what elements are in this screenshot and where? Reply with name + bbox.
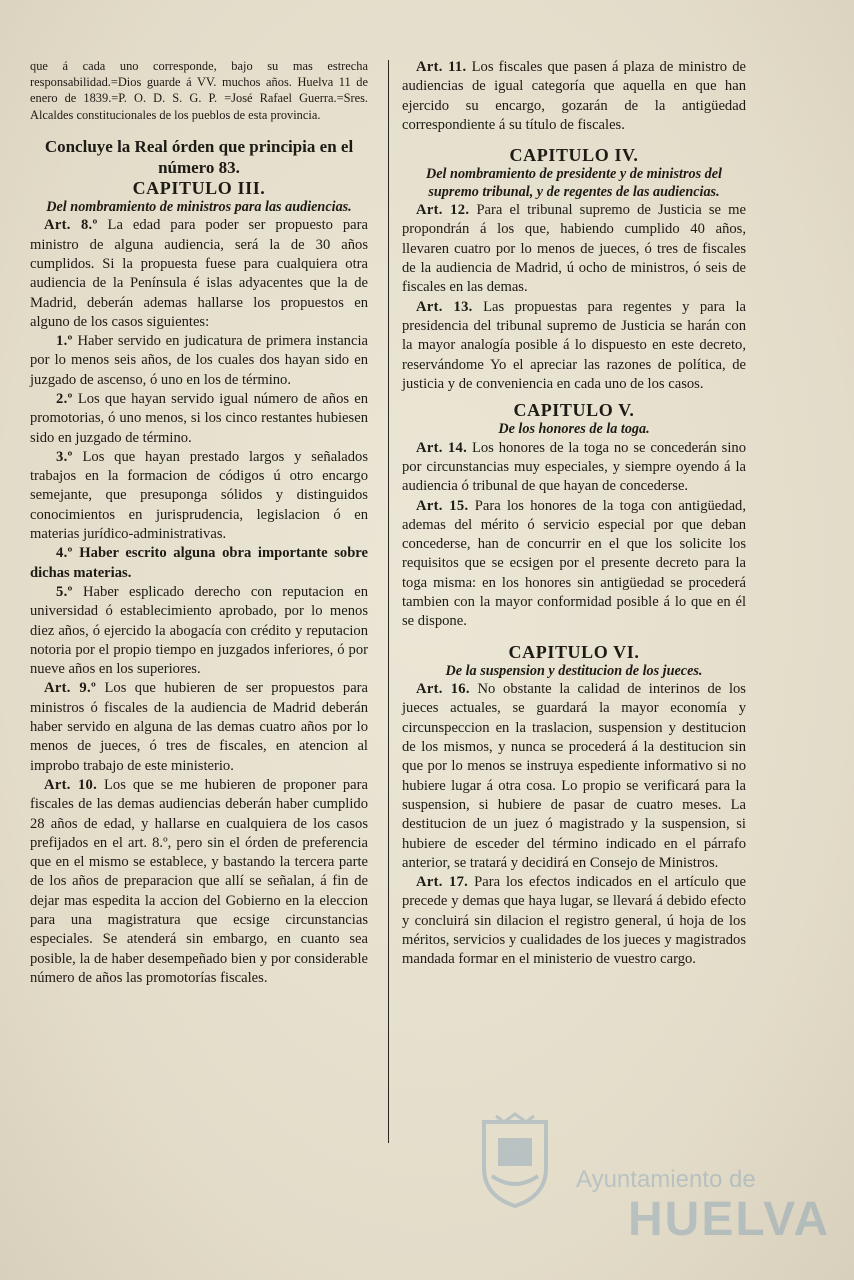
article-14-label: Art. 14.	[416, 439, 468, 456]
case-3-label: 3.º	[56, 448, 73, 465]
right-column	[402, 58, 746, 970]
case-4-label: 4.º	[56, 545, 73, 562]
watermark-line-1: Ayuntamiento de	[576, 1166, 756, 1193]
article-10-label: Art. 10.	[44, 776, 98, 793]
article-12	[402, 201, 746, 297]
article-15-label: Art. 15.	[416, 497, 469, 514]
article-8-text: La edad para poder ser propuesto para ministro de alguna audiencia, será la de 30 años cumplidos. Si la propuesta fuese para cualquiera otra audiencia de la Península é islas adyacentes que la de Madrid, deberán ademas hallarse los propuestos en alguno de los casos siguientes:	[30, 217, 368, 330]
article-16-label: Art. 16.	[416, 681, 470, 698]
article-12-label: Art. 12.	[416, 202, 470, 219]
case-3	[30, 448, 368, 544]
chapter-6-subtitle: De la suspension y destitucion de los jueces.	[445, 662, 703, 679]
article-9	[30, 679, 368, 775]
chapter-4-subtitle: Del nombramiento de presidente y de ministros del supremo tribunal, y de regentes de las audiencias.	[426, 166, 722, 200]
article-15	[402, 497, 746, 632]
chapter-3-title: CAPITULO III.	[132, 177, 266, 198]
chapter-4-title: CAPITULO IV.	[509, 145, 639, 166]
chapter-5-subtitle: De los honores de la toga.	[498, 421, 650, 438]
article-17-label: Art. 17.	[416, 874, 469, 891]
article-15-text: Para los honores de la toga con antigüedad, ademas del mérito ó servicio especial por que deban concederse, han de concurrir en el que los solicite los requisitos que se ecsigen por el presente decreto para la toga misma: en los honores sin antigüedad se procederá tambien con la mayor conformidad posible á lo que en él se dispone.	[402, 497, 746, 630]
article-17-text: Para los efectos indicados en el artículo que precede y demas que haya lugar, se llevará á debido efecto y concluirá sin dilacion el registro general, ú hoja de los méritos, servicios y cualidades de los jueces y magistrados mandada formar en el ministerio de vuestro cargo.	[402, 874, 746, 968]
case-2-label: 2.º	[56, 390, 73, 407]
article-9-text: Los que hubieren de ser propuestos para ministros ó fiscales de la audiencia de Madrid deberán haber servido en alguna de las demas cuatro años por lo menos de jueces, ó tres de fiscales, en atencion al improbo trabajo de este ministerio.	[30, 680, 369, 774]
article-11	[402, 58, 746, 135]
article-14-text: Los honores de la toga no se concederán sino por circunstancias muy especiales, y siempre oyendo á la audiencia ó tribunal de que hayan de concederse.	[402, 439, 746, 495]
article-16	[402, 680, 746, 873]
case-5-label: 5.º	[56, 583, 73, 600]
case-4	[30, 544, 368, 583]
article-13	[402, 298, 746, 394]
article-17	[402, 873, 746, 969]
chapter-6-title: CAPITULO VI.	[508, 641, 640, 662]
chapter-5-title: CAPITULO V.	[513, 400, 635, 421]
article-12-text: Para el tribunal supremo de Justicia se me propondrán á los que, habiendo cumplido 40 años, llevaren cuatro por lo menos de jueces, ó tres de fiscales de la audiencia de Madrid, ú ocho de ministros, ó seis de fiscales en las demas.	[402, 202, 746, 296]
article-10	[30, 776, 368, 988]
chapter-3-subtitle: Del nombramiento de ministros para las audiencias.	[46, 198, 352, 215]
article-13-label: Art. 13.	[416, 298, 473, 315]
case-3-text: Los que hayan prestado largos y señalados trabajos en la formacion de códigos ú otro encargo semejante, que presuponga sólidos y distinguidos conocimientos en jurisprudencia, legislacion ó en materias jurídico-administrativas.	[30, 448, 368, 543]
intro-paragraph: que á cada uno corresponde, bajo su mas estrecha responsabilidad.=Dios guarde á VV. muchos años. Huelva 11 de enero de 1839.=P. O. D. S. G. P. =José Rafael Guerra.=Sres. Alcaldes constitucionales de los pueblos de esta provincia.	[30, 59, 368, 122]
article-13-text: Las propuestas para regentes y para la presidencia del tribunal supremo de Justicia se harán con la mayor analogía posible á lo dispuesto en este decreto, reservándome Yo el apreciar las razones de política, de justicia y de conveniencia en cada uno de los casos.	[402, 298, 746, 392]
left-column	[30, 58, 368, 988]
article-16-text: No obstante la calidad de interinos de los jueces actuales, se guardará la mayor economía y circunspeccion en la traslacion, suspension y destitucion de los mismos, y nunca se procederá á la destitucion sin que por lo menos se instruya espediente informativo si no hubiere lugar á otra cosa. Lo propio se verificará para la suspension, si hubiere de pasar de cuatro meses. La destitucion de un juez ó magistrado y la suspension, si hubiere de esceder del término indicado en el párrafo anterior, se tratará y decidirá en Consejo de Ministros.	[402, 681, 746, 871]
article-9-label: Art. 9.º	[44, 680, 97, 697]
article-8	[30, 216, 368, 332]
article-14	[402, 439, 746, 497]
case-2-text: Los que hayan servido igual número de años en promotorias, ó uno menos, si los cinco restantes hubiesen sido en juzgado de término.	[30, 390, 368, 446]
case-1	[30, 332, 368, 390]
case-5	[30, 583, 368, 679]
article-11-text: Los fiscales que pasen á plaza de ministro de audiencias de igual categoría que aquella en que han ejercido su encargo, gozarán de la antigüedad correspondiente á su título de fiscales.	[402, 59, 746, 133]
coat-of-arms-icon	[478, 1112, 552, 1208]
column-divider	[388, 60, 389, 1143]
conclusion-heading: Concluye la Real órden que principia en el número 83.	[44, 136, 354, 177]
article-8-label: Art. 8.º	[44, 217, 98, 234]
case-4-text: Haber escrito alguna obra importante sobre dichas materias.	[30, 545, 368, 581]
case-1-text: Haber servido en judicatura de primera instancia por lo menos seis años, de los cuales dos hayan sido en juzgado de ascenso, ó uno en los de término.	[30, 333, 368, 388]
archive-watermark	[478, 1100, 831, 1275]
article-10-text: Los que se me hubieren de proponer para fiscales de las demas audiencias deberán haber cumplido 28 años de edad, y hallarse en cualquiera de los casos prefijados en el art. 8.º, pero sin el órden de preferencia que en el mismo se establece, y bastando la tercera parte de los años de preparacion que allí se señalan, á fin de dejar mas espedita la accion del Gobierno en la eleccion para una magistratura que ecsige circunstancias especiales. Se atenderá sin embargo, en cuanto sea posible, la de haber desempeñado bien y por considerable número de años las promotorías fiscales.	[30, 776, 368, 986]
case-5-text: Haber esplicado derecho con reputacion en universidad ó establecimiento aprobado, por lo menos diez años, ó ejercido la abogacía con crédito y reputacion notoria por el propio tiempo en juzgados inferiores, ó por nueve años en los superiores.	[30, 583, 368, 678]
watermark-line-2: HUELVA	[628, 1193, 831, 1246]
case-1-label: 1.º	[56, 333, 73, 350]
case-2	[30, 390, 368, 448]
article-11-label: Art. 11.	[416, 59, 467, 75]
